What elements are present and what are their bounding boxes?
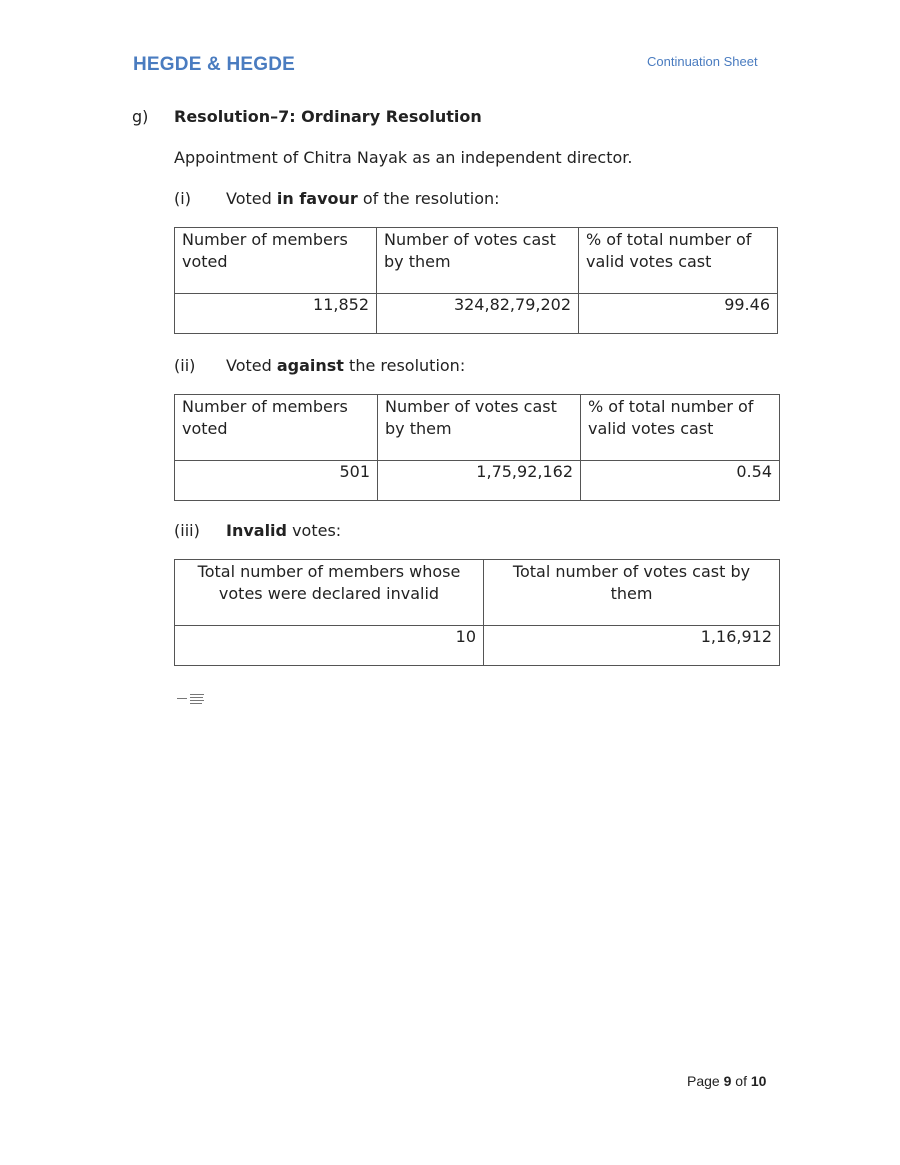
page-label: Page <box>687 1073 724 1089</box>
page-current: 9 <box>723 1073 732 1089</box>
invalid-emphasis: Invalid <box>226 521 287 540</box>
page-total: 10 <box>750 1073 767 1089</box>
table-header-row <box>175 228 778 294</box>
firm-name: HEGDE & HEGDE <box>133 54 296 75</box>
header-cell-invalid-votes: Total number of votes cast by them <box>484 560 780 626</box>
table-row <box>175 461 780 501</box>
value-cell-percent-valid: 99.46 <box>579 294 778 334</box>
in-favour-suffix: of the resolution: <box>357 189 500 208</box>
value-cell-members-voted: 501 <box>175 461 378 501</box>
resolution-description: Appointment of Chitra Nayak as an independent director. <box>174 148 633 167</box>
header-cell-votes-cast: Number of votes cast by them <box>377 228 579 294</box>
value-cell-invalid-votes: 1,16,912 <box>484 626 780 666</box>
in-favour-heading <box>174 189 500 208</box>
value-cell-votes-cast: 324,82,79,202 <box>377 294 579 334</box>
invalid-table <box>174 559 780 666</box>
resolution-title: Resolution–7: Ordinary Resolution <box>174 107 482 126</box>
in-favour-emphasis: in favour <box>276 189 358 208</box>
table-header-row <box>175 395 780 461</box>
header-cell-members-voted: Number of members voted <box>175 395 378 461</box>
against-prefix: Voted <box>226 356 277 375</box>
in-favour-table <box>174 227 778 334</box>
header-cell-invalid-members: Total number of members whose votes were declared invalid <box>175 560 484 626</box>
header-cell-percent-valid: % of total number of valid votes cast <box>579 228 778 294</box>
header-cell-members-voted: Number of members voted <box>175 228 377 294</box>
against-heading <box>174 356 465 375</box>
invalid-heading <box>174 521 341 540</box>
page-of: of <box>731 1073 751 1089</box>
against-table <box>174 394 780 501</box>
stamp-mark <box>177 693 205 704</box>
value-cell-members-voted: 11,852 <box>175 294 377 334</box>
header-cell-votes-cast: Number of votes cast by them <box>378 395 581 461</box>
page-number <box>687 1073 766 1089</box>
in-favour-number: (i) <box>174 189 191 208</box>
invalid-suffix: votes: <box>287 521 342 540</box>
table-row <box>175 626 780 666</box>
value-cell-votes-cast: 1,75,92,162 <box>378 461 581 501</box>
table-header-row <box>175 560 780 626</box>
value-cell-invalid-members: 10 <box>175 626 484 666</box>
against-number: (ii) <box>174 356 196 375</box>
in-favour-prefix: Voted <box>226 189 277 208</box>
against-emphasis: against <box>276 356 344 375</box>
section-marker: g) <box>132 107 149 126</box>
value-cell-percent-valid: 0.54 <box>581 461 780 501</box>
table-row <box>175 294 778 334</box>
header-cell-percent-valid: % of total number of valid votes cast <box>581 395 780 461</box>
invalid-number: (iii) <box>174 521 200 540</box>
against-suffix: the resolution: <box>343 356 466 375</box>
continuation-sheet-label: Continuation Sheet <box>647 54 758 69</box>
